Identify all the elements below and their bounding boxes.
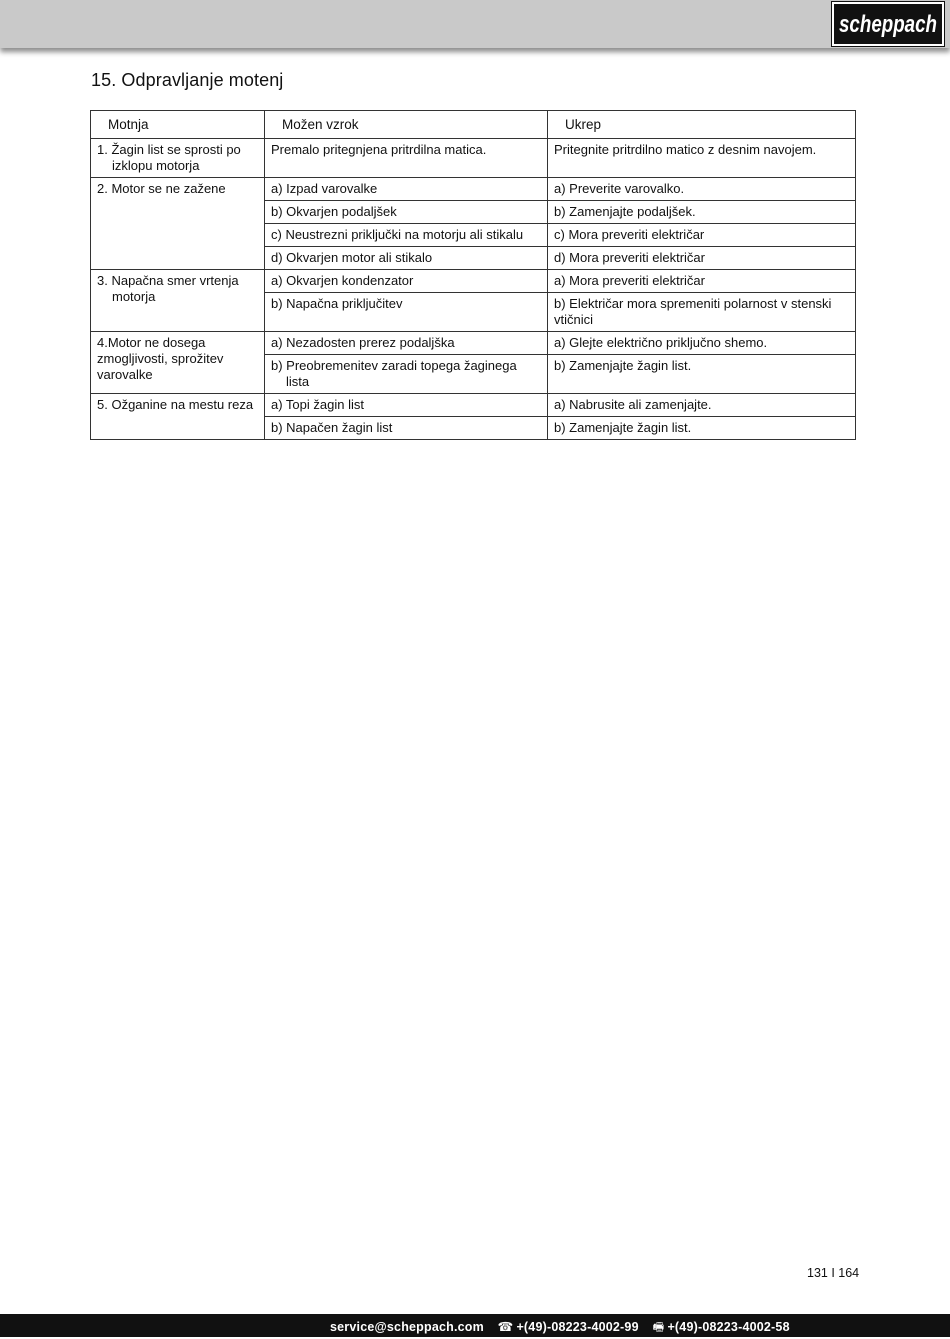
cause-text: b) Preobremenitev zaradi topega žaginega lista xyxy=(271,358,517,389)
table-row xyxy=(91,394,856,417)
phone-icon: ☎ xyxy=(497,1320,514,1334)
cause-text: d) Okvarjen motor ali stikalo xyxy=(271,250,433,265)
action-cell xyxy=(548,139,856,178)
action-text: b) Zamenjajte žagin list. xyxy=(554,420,692,435)
table-row xyxy=(91,270,856,293)
action-text: a) Nabrusite ali zamenjajte. xyxy=(554,397,712,412)
logo-text: scheppach xyxy=(839,11,937,38)
problem-cell xyxy=(91,332,265,394)
cause-text: a) Okvarjen kondenzator xyxy=(271,273,414,288)
action-cell xyxy=(548,417,856,440)
cause-cell xyxy=(265,139,548,178)
cause-cell xyxy=(265,247,548,270)
table-row xyxy=(91,332,856,355)
service-email[interactable]: service@scheppach.com xyxy=(330,1320,484,1334)
problem-text: 1. Žagin list se sprosti po izklopu motorja xyxy=(97,142,241,173)
action-text: d) Mora preveriti električar xyxy=(554,250,705,265)
column-header-action: Ukrep xyxy=(548,111,856,139)
cause-cell xyxy=(265,201,548,224)
cause-text: b) Napačna priključitev xyxy=(271,296,403,311)
action-text: b) Električar mora spremeniti polarnost v stenski vtičnici xyxy=(554,296,832,327)
action-cell xyxy=(548,201,856,224)
cause-text: a) Topi žagin list xyxy=(271,397,364,412)
cause-cell xyxy=(265,355,548,394)
problem-text: 5. Ožganine na mestu reza xyxy=(97,397,254,412)
cause-text: c) Neustrezni priključki na motorju ali stikalu xyxy=(271,227,524,242)
action-text: a) Preverite varovalko. xyxy=(554,181,685,196)
cause-text: a) Izpad varovalke xyxy=(271,181,378,196)
footer-contacts xyxy=(330,1318,790,1339)
header-bar xyxy=(0,0,950,48)
table-header-row xyxy=(91,111,856,139)
cause-cell xyxy=(265,224,548,247)
section-title: 15. Odpravljanje motenj xyxy=(91,70,284,90)
scheppach-logo xyxy=(832,2,944,46)
troubleshooting-table xyxy=(90,110,856,440)
action-text: b) Zamenjajte žagin list. xyxy=(554,358,692,373)
action-text: Pritegnite pritrdilno matico z desnim navojem. xyxy=(554,142,817,157)
action-cell xyxy=(548,332,856,355)
action-cell xyxy=(548,270,856,293)
column-header-problem: Motnja xyxy=(91,111,265,139)
problem-text: 2. Motor se ne zažene xyxy=(97,181,226,196)
cause-cell xyxy=(265,178,548,201)
cause-text: b) Okvarjen podaljšek xyxy=(271,204,397,219)
table-row xyxy=(91,178,856,201)
action-text: b) Zamenjajte podaljšek. xyxy=(554,204,696,219)
cause-text: b) Napačen žagin list xyxy=(271,420,393,435)
cause-text: Premalo pritegnjena pritrdilna matica. xyxy=(271,142,487,157)
problem-cell xyxy=(91,178,265,270)
column-header-cause: Možen vzrok xyxy=(265,111,548,139)
cause-cell xyxy=(265,394,548,417)
problem-cell xyxy=(91,270,265,332)
action-text: a) Glejte električno priključno shemo. xyxy=(554,335,768,350)
footer-bar xyxy=(0,1314,950,1337)
cause-cell xyxy=(265,270,548,293)
cause-cell xyxy=(265,332,548,355)
action-cell xyxy=(548,247,856,270)
action-cell xyxy=(548,224,856,247)
page-number: 131 I 164 xyxy=(807,1266,860,1280)
cause-text: a) Nezadosten prerez podaljška xyxy=(271,335,455,350)
phone-number: +(49)-08223-4002-99 xyxy=(516,1320,639,1334)
action-text: a) Mora preveriti električar xyxy=(554,273,705,288)
problem-cell xyxy=(91,139,265,178)
action-cell xyxy=(548,178,856,201)
cause-cell xyxy=(265,417,548,440)
fax-icon: 🖷 xyxy=(652,1320,665,1334)
action-cell xyxy=(548,355,856,394)
problem-cell xyxy=(91,394,265,440)
action-cell xyxy=(548,394,856,417)
action-cell xyxy=(548,293,856,332)
table-row xyxy=(91,139,856,178)
fax-number: +(49)-08223-4002-58 xyxy=(667,1320,790,1334)
problem-text: 4.Motor ne dosega zmogljivosti, sprožitev varovalke xyxy=(97,335,224,382)
cause-cell xyxy=(265,293,548,332)
action-text: c) Mora preveriti električar xyxy=(554,227,705,242)
logo-wordmark xyxy=(836,6,940,42)
problem-text: 3. Napačna smer vrtenja motorja xyxy=(97,273,239,304)
